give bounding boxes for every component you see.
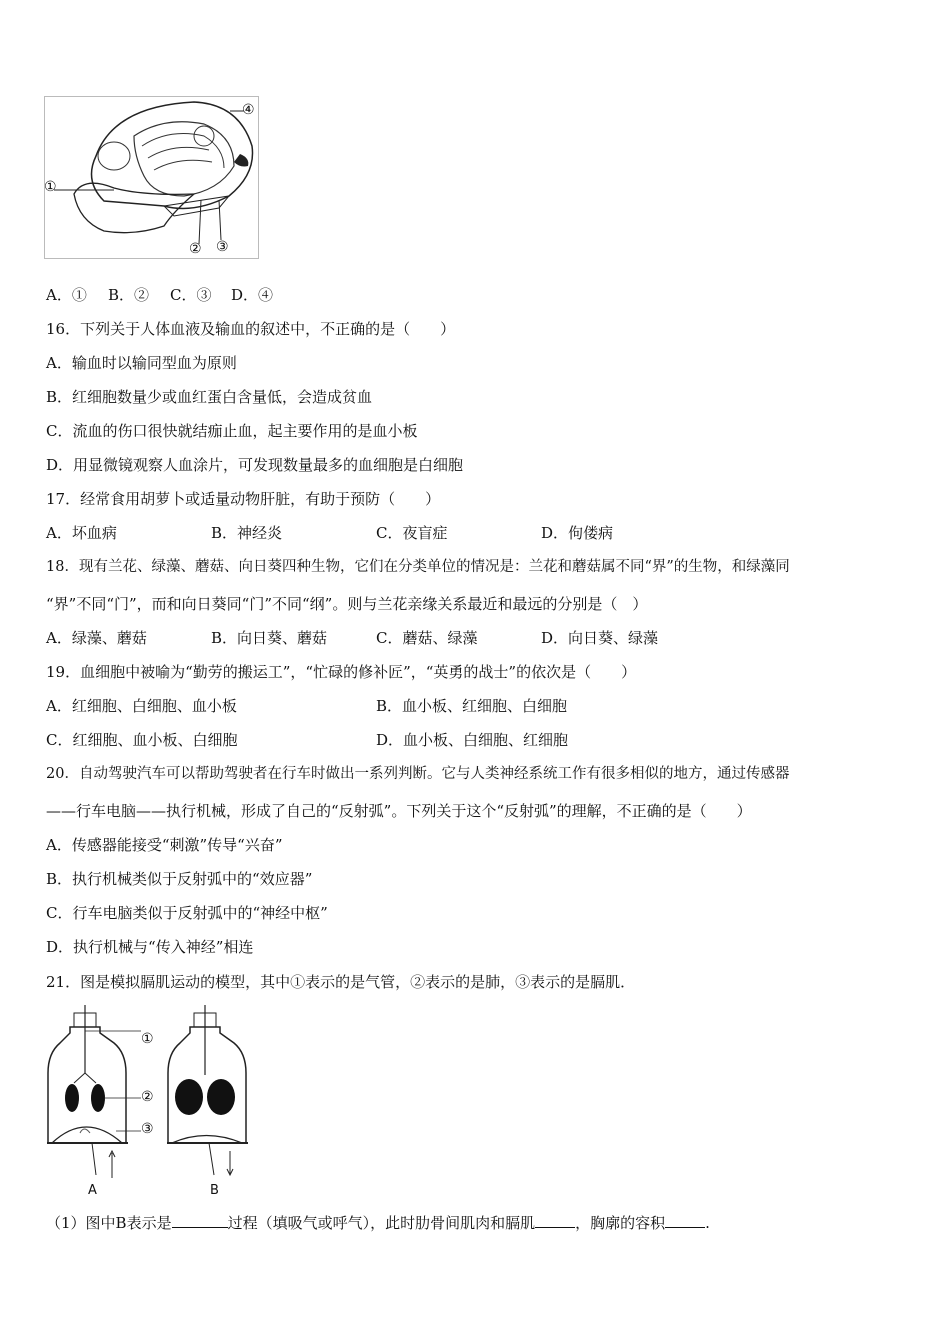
- q16-option-b[interactable]: B．红细胞数量少或血红蛋白含量低，会造成贫血: [46, 388, 373, 406]
- clam-label-1: ①: [44, 179, 57, 195]
- q16-option-c[interactable]: C．流血的伤口很快就结痂止血，起主要作用的是血小板: [46, 422, 418, 440]
- q17-option-d[interactable]: D．佝偻病: [541, 524, 614, 542]
- q21-blank-process[interactable]: [172, 1213, 228, 1228]
- q19-option-b[interactable]: B．血小板、红细胞、白细胞: [376, 697, 568, 715]
- diaphragm-label-1: ①: [141, 1031, 154, 1047]
- bell-jar-a-label: A: [88, 1183, 97, 1198]
- clam-anatomy-figure: [44, 96, 262, 260]
- clam-diagram: [44, 96, 262, 260]
- q15-option-a[interactable]: A．①: [46, 286, 87, 304]
- clam-label-3: ③: [216, 239, 229, 255]
- q21-sub1-end: .: [705, 1214, 710, 1232]
- bell-jar-b: [167, 1005, 248, 1175]
- q18-options: [46, 628, 746, 648]
- q20-option-d[interactable]: D．执行机械与“传入神经”相连: [46, 938, 254, 956]
- q16-stem: 16．下列关于人体血液及输血的叙述中，不正确的是（ ）: [46, 320, 456, 338]
- q17-options: [46, 523, 746, 543]
- q19-option-a[interactable]: A．红细胞、白细胞、血小板: [46, 697, 237, 715]
- clam-label-2: ②: [189, 241, 202, 257]
- q17-option-b[interactable]: B．神经炎: [211, 524, 283, 542]
- q20-stem-line1: 20．自动驾驶汽车可以帮助驾驶者在行车时做出一系列判断。它与人类神经系统工作有很多相似的地方，通过传感器: [46, 766, 790, 782]
- q21-blank-muscle-state[interactable]: [535, 1213, 575, 1228]
- diaphragm-model-figure: [44, 1003, 254, 1203]
- q20-option-b[interactable]: B．执行机械类似于反射弧中的“效应器”: [46, 870, 313, 888]
- q16-option-d[interactable]: D．用显微镜观察人血涂片，可发现数量最多的血细胞是白细胞: [46, 456, 464, 474]
- q20-stem-line2: ——行车电脑——执行机械，形成了自己的“反射弧”。下列关于这个“反射弧”的理解，不正确的是（ ）: [46, 802, 752, 820]
- bell-jar-b-label: B: [210, 1183, 219, 1198]
- q17-option-a[interactable]: A．坏血病: [46, 524, 117, 542]
- q18-option-d[interactable]: D．向日葵、绿藻: [541, 629, 659, 647]
- q20-option-c[interactable]: C．行车电脑类似于反射弧中的“神经中枢”: [46, 904, 328, 922]
- q17-stem: 17．经常食用胡萝卜或适量动物肝脏，有助于预防（ ）: [46, 490, 441, 508]
- q15-options: [46, 285, 446, 305]
- diaphragm-label-2: ②: [141, 1089, 154, 1105]
- q19-option-c[interactable]: C．红细胞、血小板、白细胞: [46, 731, 238, 749]
- q21-sub1-part3: ，胸廓的容积: [575, 1214, 666, 1232]
- q19-stem: 19．血细胞中被喻为“勤劳的搬运工”，“忙碌的修补匠”，“英勇的战士”的依次是（ ）: [46, 663, 637, 681]
- q15-option-b[interactable]: B．②: [108, 286, 150, 304]
- q18-option-b[interactable]: B．向日葵、蘑菇: [211, 629, 328, 647]
- q15-option-c[interactable]: C．③: [170, 286, 212, 304]
- diaphragm-label-3: ③: [141, 1121, 154, 1137]
- q21-blank-volume[interactable]: [665, 1213, 705, 1228]
- q19-options-row1: [46, 696, 746, 716]
- q21-sub1: [46, 1213, 710, 1233]
- clam-label-4: ④: [242, 102, 255, 118]
- q16-option-a[interactable]: A．输血时以输同型血为原则: [46, 354, 237, 372]
- q21-stem: 21．图是模拟膈肌运动的模型，其中①表示的是气管，②表示的是肺，③表示的是膈肌．: [46, 973, 636, 991]
- q17-option-c[interactable]: C．夜盲症: [376, 524, 448, 542]
- q18-option-c[interactable]: C．蘑菇、绿藻: [376, 629, 478, 647]
- q21-sub1-part2: 过程（填吸气或呼气），此时肋骨间肌肉和膈肌: [227, 1214, 536, 1232]
- q18-option-a[interactable]: A．绿藻、蘑菇: [46, 629, 147, 647]
- q20-option-a[interactable]: A．传感器能接受“刺激”传导“兴奋”: [46, 836, 283, 854]
- q18-stem-line1: 18．现有兰花、绿藻、蘑菇、向日葵四种生物，它们在分类单位的情况是：兰花和蘑菇属不同“界”的生物，和绿藻同: [46, 559, 790, 575]
- q18-stem-line2: “界”不同“门”，而和向日葵同“门”不同“纲”。则与兰花亲缘关系最近和最远的分别是（ ）: [46, 595, 648, 613]
- q21-sub1-part1: （1）图中B表示是: [46, 1214, 172, 1232]
- q19-options-row2: [46, 730, 746, 750]
- q15-option-d[interactable]: D．④: [231, 286, 274, 304]
- q19-option-d[interactable]: D．血小板、白细胞、红细胞: [376, 731, 569, 749]
